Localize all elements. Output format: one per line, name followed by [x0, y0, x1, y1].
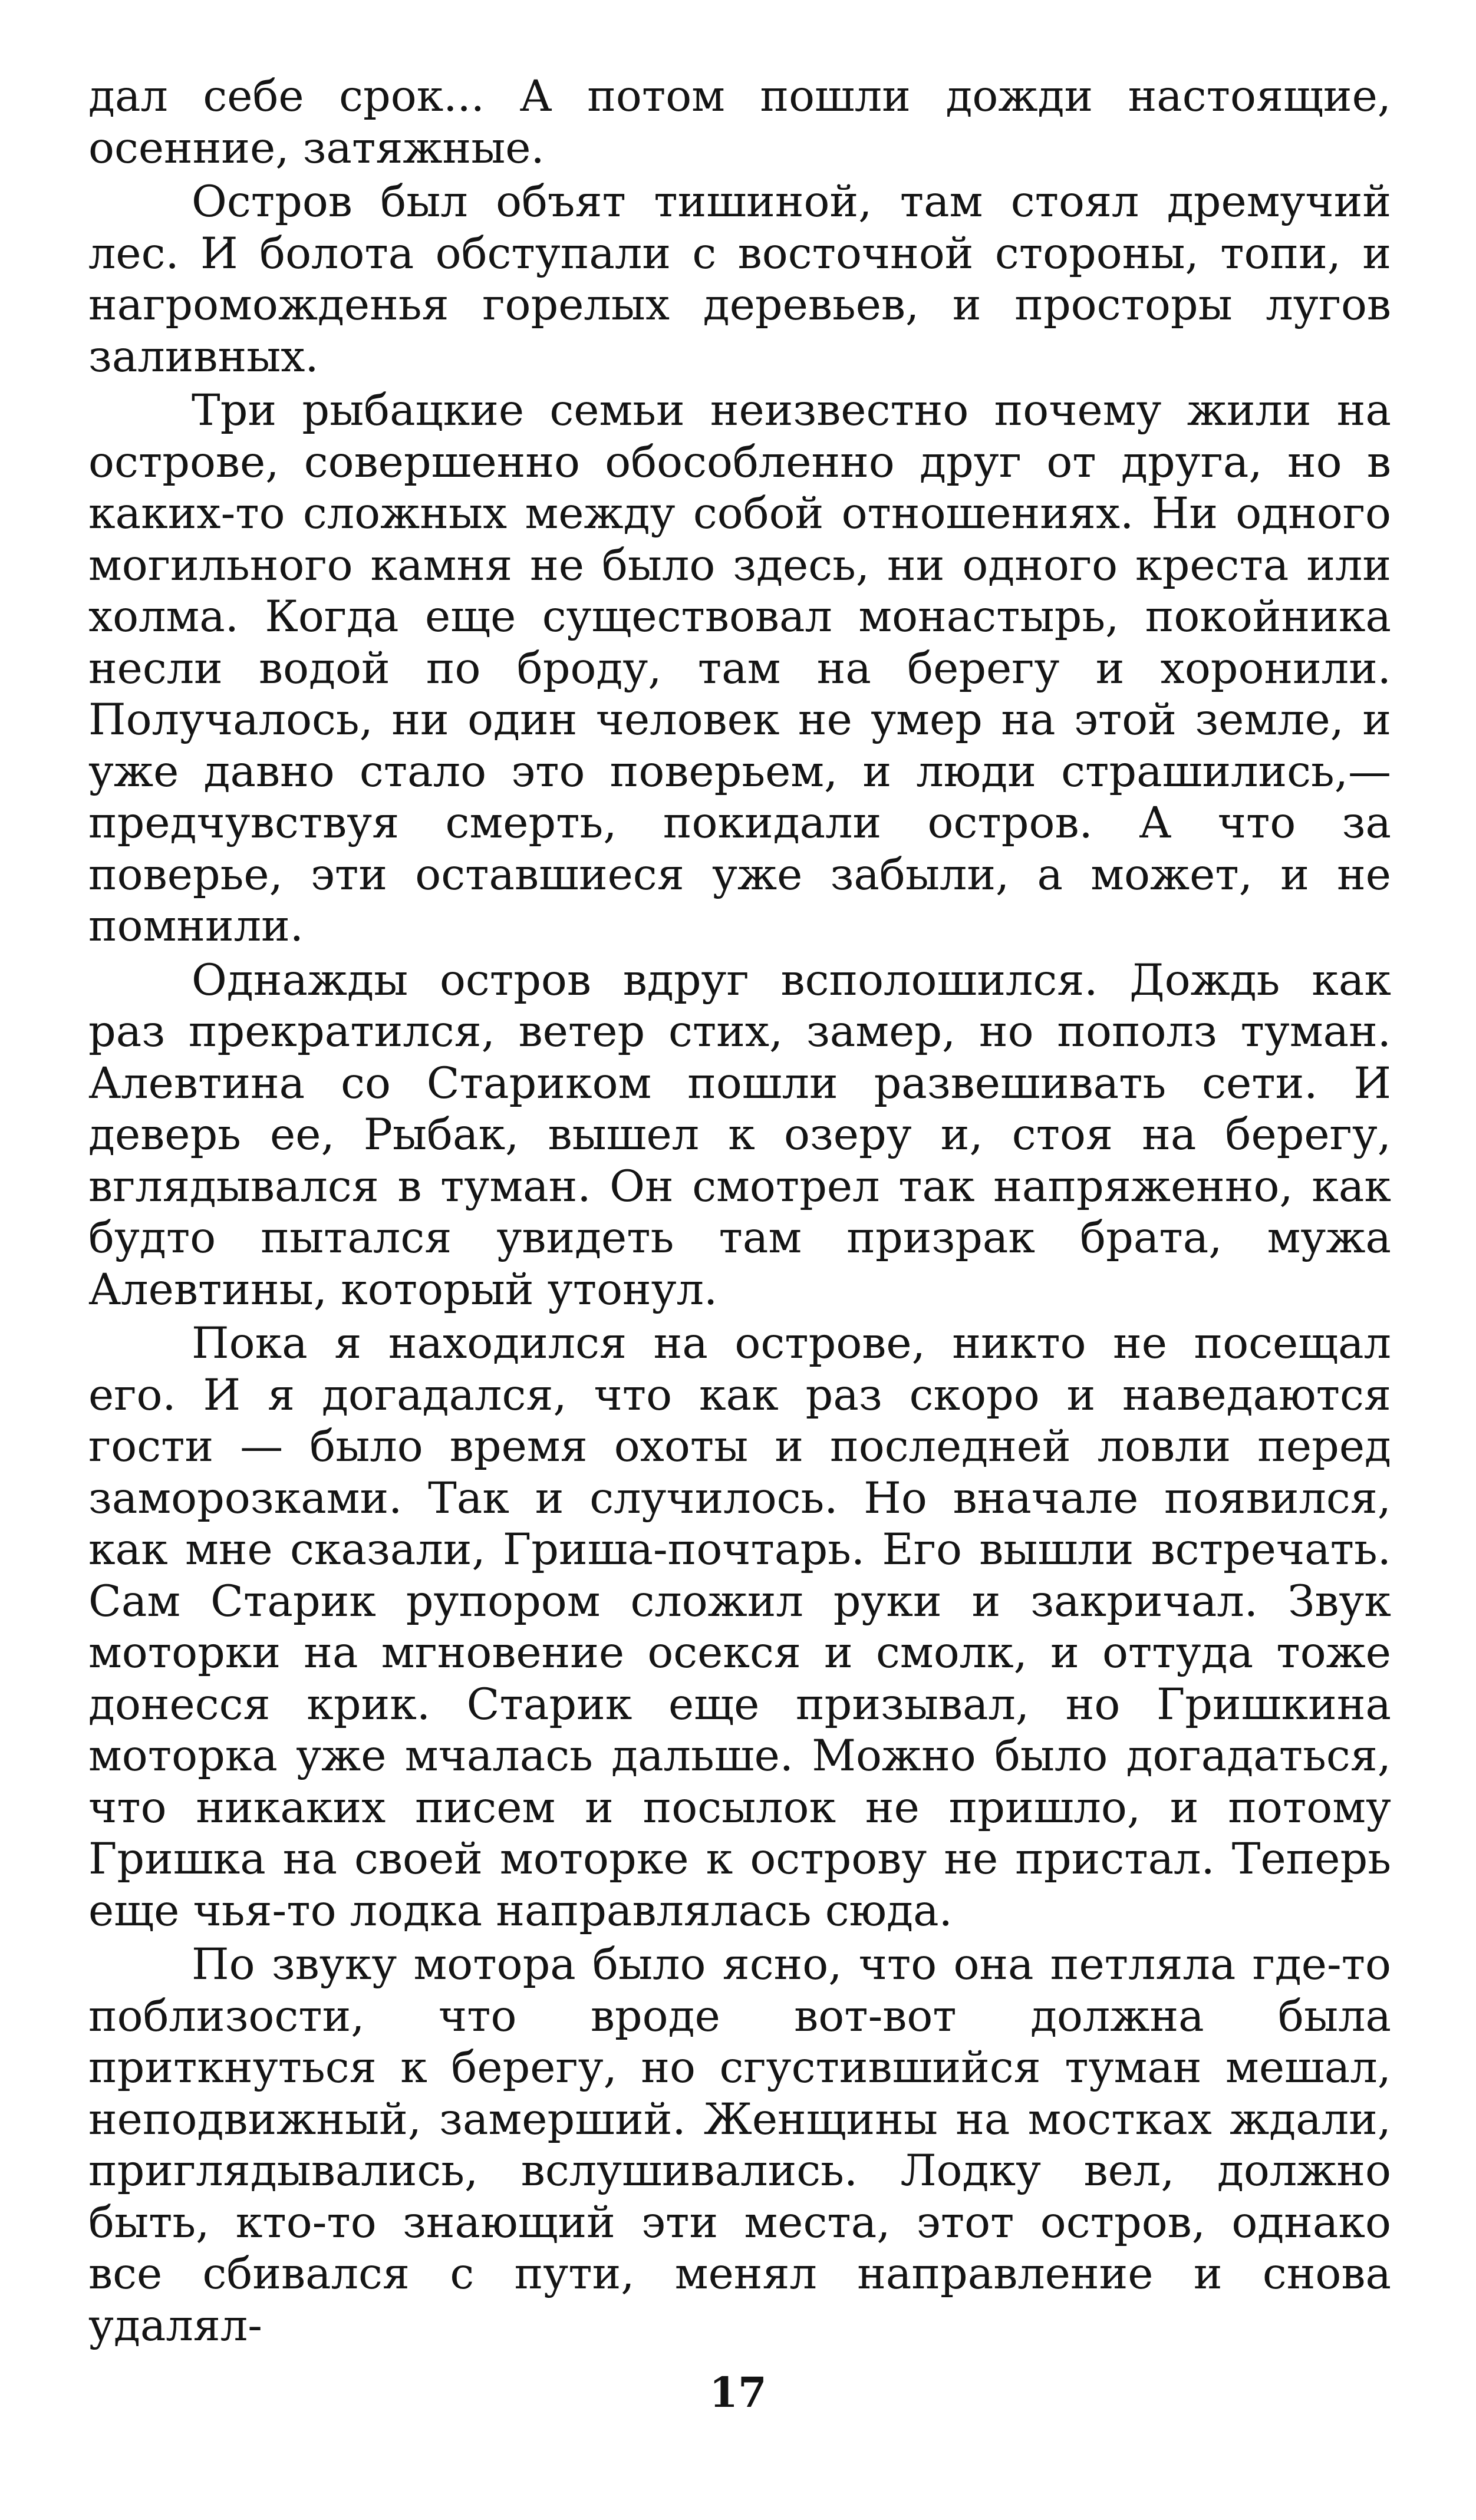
- paragraph-6: По звуку мотора было ясно, что она петляла где-то поблизости, что вроде вот-вот должна была приткнуться к берегу, но сгустившийся туман мешал, неподвижный, замерший. Женщины на мостках ждали, приглядывались, вслушивались. Лодку вел, должно быть, кто-то знающий эти места, этот остров, однако все сбивался с пути, менял направление и снова удалял-: [88, 1940, 1391, 2351]
- paragraph-1: дал себе срок... А потом пошли дожди настоящие, осенние, затяжные.: [88, 71, 1391, 173]
- paragraph-4: Однажды остров вдруг всполошился. Дождь как раз прекратился, ветер стих, замер, но пополз туман. Алевтина со Стариком пошли развешивать сети. И деверь ее, Рыбак, вышел к озеру и, стоя на берегу, вглядывался в туман. Он смотрел так напряженно, как будто пытался увидеть там призрак брата, мужа Алевтины, который утонул.: [88, 955, 1391, 1315]
- page-body: [88, 71, 1391, 2351]
- paragraph-3: Три рыбацкие семьи неизвестно почему жили на острове, совершенно обособленно друг от друга, но в каких-то сложных между собой отношениях. Ни одного могильного камня не было здесь, ни одного креста или холма. Когда еще существовал монастырь, покойника несли водой по броду, там на берегу и хоронили. Получалось, ни один человек не умер на этой земле, и уже давно стало это поверьем, и люди страшились,— предчувствуя смерть, покидали остров. А что за поверье, эти оставшиеся уже забыли, а может, и не помнили.: [88, 385, 1391, 951]
- paragraph-5: Пока я находился на острове, никто не посещал его. И я догадался, что как раз скоро и наведаются гости — было время охоты и последней ловли перед заморозками. Так и случилось. Но вначале появился, как мне сказали, Гриша-почтарь. Его вышли встречать. Сам Старик рупором сложил руки и закричал. Звук моторки на мгновение осекся и смолк, и оттуда тоже донесся крик. Старик еще призывал, но Гришкина моторка уже мчалась дальше. Можно было догадаться, что никаких писем и посылок не пришло, и потому Гришка на своей моторке к острову не пристал. Теперь еще чья-то лодка направлялась сюда.: [88, 1318, 1391, 1936]
- page-number: 17: [709, 2368, 767, 2417]
- paragraph-2: Остров был объят тишиной, там стоял дремучий лес. И болота обступали с восточной стороны, топи, и нагроможденья горелых деревьев, и просторы лугов заливных.: [88, 177, 1391, 382]
